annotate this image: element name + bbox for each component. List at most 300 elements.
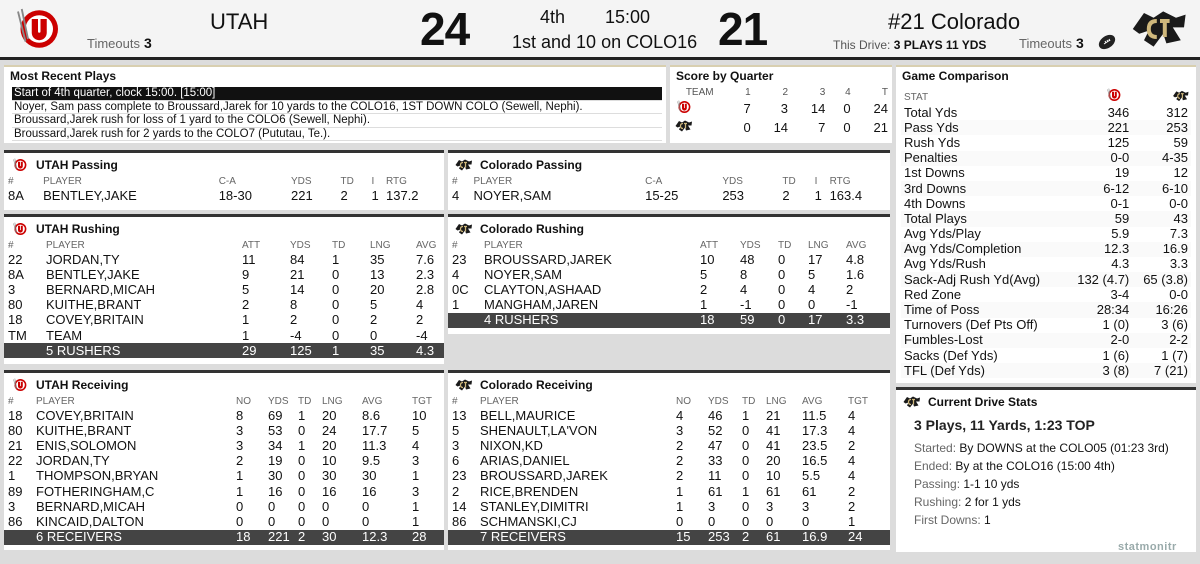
comparison-utah-value: 221 <box>1065 120 1132 135</box>
stat-cell: 2.3 <box>416 266 435 282</box>
drive-first-downs <box>914 511 1186 529</box>
comparison-stat-label: Time of Poss <box>901 302 1065 317</box>
comparison-stat-label: Total Plays <box>901 211 1065 226</box>
stat-cell: 15-25 <box>645 187 679 203</box>
stat-cell: 3 <box>8 498 16 514</box>
quarter-score-cell: 7 <box>818 120 826 135</box>
stat-cell: 19 <box>268 453 283 469</box>
quarter-row <box>670 99 892 118</box>
colo-receiving-title: Colorado Receiving <box>480 378 593 392</box>
stat-header-cell: TD <box>332 239 346 251</box>
stat-header-row <box>4 174 444 188</box>
player-row <box>4 469 444 484</box>
colorado-logo-icon <box>902 394 922 410</box>
stat-cell: 5 <box>412 422 420 438</box>
stat-cell: 14 <box>290 281 305 297</box>
utah-passing-panel <box>4 150 444 210</box>
stat-cell: 17.3 <box>802 422 828 438</box>
stat-header-cell: # <box>452 239 458 251</box>
stat-cell: 2 <box>416 312 424 328</box>
stat-cell: 253 <box>722 187 745 203</box>
comparison-colo-value: 253 <box>1132 120 1191 135</box>
stat-cell: 16 <box>362 483 377 499</box>
total-cell: 29 <box>238 343 286 358</box>
stat-cell: 30 <box>268 468 283 484</box>
stat-cell: BERNARD,MICAH <box>46 281 156 297</box>
stat-cell: 0 <box>298 453 306 469</box>
stat-cell: 11.3 <box>362 437 387 453</box>
stat-header-cell: YDS <box>722 175 743 187</box>
comparison-row <box>901 211 1191 226</box>
stat-cell: 8A <box>8 187 24 203</box>
total-cell: 17 <box>804 313 842 328</box>
started-label: Started: <box>914 441 957 455</box>
stat-cell: 5 <box>370 297 378 313</box>
stat-cell: 22 <box>8 251 23 267</box>
comparison-colo-value: 2-2 <box>1132 333 1191 348</box>
stat-cell: 4 <box>808 281 816 297</box>
quarter-score-cell: 24 <box>873 101 888 116</box>
stat-cell: FOTHERINGHAM,C <box>36 483 155 499</box>
comparison-utah-value: 0-0 <box>1065 151 1132 166</box>
stat-header-row <box>448 394 890 408</box>
stat-cell: 2 <box>846 281 854 297</box>
stat-cell: 1 <box>412 498 420 514</box>
stat-header: STAT <box>904 92 929 103</box>
stat-cell: 1 <box>676 498 684 514</box>
stat-header-cell: YDS <box>290 239 311 251</box>
comparison-row <box>901 242 1191 257</box>
passing-value: 1-1 10 yds <box>963 477 1020 491</box>
stat-cell: 1 <box>8 468 16 484</box>
stat-header-cell: C-A <box>218 175 236 187</box>
quarter-header-cell: 4 <box>845 86 851 98</box>
stat-cell: 89 <box>8 483 23 499</box>
stat-cell: 0 <box>298 498 306 514</box>
stat-header-cell: I <box>371 175 375 187</box>
rushing-value: 2 for 1 yds <box>964 495 1021 509</box>
stat-cell: 8A <box>8 266 24 282</box>
down-and-distance: 1st and 10 on COLO16 <box>512 32 698 52</box>
stat-cell: 30 <box>322 468 337 484</box>
stat-cell: 41 <box>766 437 781 453</box>
stat-cell: 10 <box>322 453 337 469</box>
total-cell: 4.3 <box>412 343 444 358</box>
stat-header-row <box>448 238 890 252</box>
stat-header-cell: TD <box>742 395 756 407</box>
total-cell: 61 <box>762 530 798 545</box>
player-row <box>448 267 890 282</box>
player-row <box>448 469 890 484</box>
quarter-team-cell <box>670 99 729 118</box>
stat-cell: 0 <box>766 513 774 529</box>
stat-cell: 21 <box>766 407 781 423</box>
comparison-row <box>901 196 1191 211</box>
stat-header-cell: YDS <box>740 239 761 251</box>
quarter-header-cell: 1 <box>745 86 751 98</box>
stat-header-cell: RTG <box>385 175 407 187</box>
comparison-stat-label: Turnovers (Def Pts Off) <box>904 317 1038 333</box>
stat-cell: THOMPSON,BRYAN <box>36 468 159 484</box>
stat-cell: 11.5 <box>802 407 827 423</box>
stat-cell: 0 <box>676 513 684 529</box>
quarter-score-cell: 14 <box>773 120 789 135</box>
stat-cell: KUITHE,BRANT <box>46 297 142 313</box>
stat-cell: 30 <box>362 468 377 484</box>
rushing-label: Rushing: <box>914 495 962 509</box>
stat-cell: 4 <box>848 407 856 423</box>
quarter-row <box>670 118 892 137</box>
scoreboard <box>0 0 1200 60</box>
stat-cell: 1 <box>412 513 420 529</box>
colorado-logo-icon <box>674 118 694 134</box>
colo-rushing-title: Colorado Rushing <box>480 222 584 236</box>
stat-cell: 0 <box>298 422 306 438</box>
first-downs-label: First Downs: <box>914 513 981 527</box>
stat-cell: 0 <box>802 513 810 529</box>
comparison-utah-value: 125 <box>1107 134 1130 150</box>
stat-header-cell: YDS <box>708 395 729 407</box>
stat-cell: 10 <box>700 251 715 267</box>
stat-cell: CLAYTON,ASHAAD <box>484 281 602 297</box>
comparison-utah-value: 4.3 <box>1111 256 1130 272</box>
stat-cell: BERNARD,MICAH <box>36 498 146 514</box>
total-row <box>4 343 444 358</box>
timeouts-label: Timeouts <box>87 36 140 51</box>
stat-header-cell: I <box>814 175 818 187</box>
play-item: Broussard,Jarek rush for loss of 1 yard to the COLO6 (Sewell, Nephi). <box>12 114 662 128</box>
stat-cell: 0 <box>778 251 786 267</box>
total-cell: 2 <box>738 530 762 545</box>
game-clock: 15:00 <box>605 7 651 27</box>
total-cell <box>448 313 480 328</box>
utah-logo-icon <box>10 157 30 173</box>
player-row <box>4 313 444 328</box>
player-row <box>4 282 444 297</box>
timeouts-value: 3 <box>1075 35 1084 51</box>
quarter-table <box>670 85 892 137</box>
colo-passing-title: Colorado Passing <box>480 158 583 172</box>
total-cell: 30 <box>318 530 358 545</box>
stat-cell: BENTLEY,JAKE <box>46 266 140 282</box>
quarter-header-cell: T <box>881 86 888 98</box>
stat-cell: 13 <box>452 407 467 423</box>
comparison-stat-label: Avg Yds/Rush <box>904 256 986 272</box>
stat-cell: SHENAULT,LA'VON <box>480 422 598 438</box>
comparison-colo-value: 16:26 <box>1132 302 1191 317</box>
stat-cell: NIXON,KD <box>480 437 543 453</box>
home-timeouts <box>87 35 152 51</box>
stat-cell: 0 <box>362 498 370 514</box>
comparison-row <box>901 120 1191 135</box>
stat-cell: 3 <box>236 422 244 438</box>
stat-cell: 5.5 <box>802 468 821 484</box>
player-row <box>448 282 890 297</box>
total-row <box>448 313 890 328</box>
stat-header-cell: TD <box>782 175 796 187</box>
utah-receiving-table <box>4 394 444 545</box>
stat-cell: 8 <box>740 266 748 282</box>
stat-cell: 4 <box>412 437 420 453</box>
stat-cell: 1 <box>298 407 306 423</box>
total-cell: 15 <box>672 530 704 545</box>
comparison-colo-value: 16.9 <box>1132 242 1191 257</box>
stat-cell: KINCAID,DALTON <box>36 513 144 529</box>
football-possession-icon <box>1096 32 1118 52</box>
stat-cell: 3 <box>8 281 16 297</box>
stat-cell: 20 <box>370 281 385 297</box>
stat-cell: 20 <box>766 453 781 469</box>
total-cell: 7 RECEIVERS <box>476 530 672 545</box>
utah-rushing-table <box>4 238 444 358</box>
stat-header-cell: PLAYER <box>473 175 513 187</box>
stat-header-row <box>4 394 444 408</box>
quarter-score-cell: 0 <box>743 120 751 135</box>
stat-cell: 2 <box>242 297 250 313</box>
stat-cell: 16 <box>268 483 283 499</box>
comparison-utah-value: 132 (4.7) <box>1065 272 1132 287</box>
total-row <box>448 530 890 545</box>
stat-cell: SCHMANSKI,CJ <box>480 513 577 529</box>
stat-cell: 0 <box>808 297 816 313</box>
stat-cell: 1 <box>814 187 822 203</box>
utah-logo-icon <box>1105 87 1123 103</box>
home-score: 24 <box>420 3 470 55</box>
stat-header-cell: TD <box>778 239 792 251</box>
stat-cell: JORDAN,TY <box>46 251 120 267</box>
stat-cell: 1 <box>848 513 856 529</box>
quarter-score-cell: 7 <box>743 101 751 116</box>
comparison-stat-label: 1st Downs <box>904 165 965 181</box>
colo-rushing-table <box>448 238 890 328</box>
quarter-score-cell: 3 <box>780 101 789 116</box>
stat-cell: 9.5 <box>362 453 381 469</box>
quarter-score-cell: 0 <box>843 120 851 135</box>
stat-cell: -4 <box>290 327 302 343</box>
comparison-colo-value: 59 <box>1173 134 1188 150</box>
comparison-row <box>901 363 1191 378</box>
total-cell: 24 <box>844 530 890 545</box>
stat-header-cell: LNG <box>808 239 829 251</box>
utah-passing-table <box>4 174 444 203</box>
stat-cell: 21 <box>8 437 23 453</box>
comparison-row <box>901 348 1191 363</box>
score-by-quarter-title: Score by Quarter <box>676 69 774 83</box>
stat-cell: 1 <box>742 483 750 499</box>
comparison-row <box>901 272 1191 287</box>
comparison-stat-label: Total Yds <box>904 104 958 120</box>
stat-header-cell: PLAYER <box>484 239 523 251</box>
stat-cell: 0 <box>778 281 786 297</box>
stat-cell: 2 <box>848 483 856 499</box>
colo-passing-panel <box>448 150 890 210</box>
comparison-colo-value: 7.3 <box>1169 226 1188 242</box>
drive-passing <box>914 475 1186 493</box>
comparison-colo-value: 43 <box>1132 211 1191 226</box>
first-downs-value: 1 <box>984 513 991 527</box>
this-drive-value: 3 PLAYS 11 YDS <box>893 38 987 52</box>
stat-cell: 86 <box>452 513 467 529</box>
utah-logo-icon <box>674 99 694 115</box>
total-cell: 2 <box>294 530 318 545</box>
stat-cell: 137.2 <box>385 187 419 203</box>
ended-value: By at the COLO16 (15:00 4th) <box>955 459 1115 473</box>
stat-cell: -4 <box>416 327 428 343</box>
stat-cell: 5 <box>242 281 250 297</box>
stat-cell: 33 <box>708 453 723 469</box>
current-drive-title: Current Drive Stats <box>928 395 1038 409</box>
stat-cell: 5 <box>808 266 816 282</box>
total-cell: 221 <box>264 530 294 545</box>
comparison-utah-value: 3-4 <box>1110 286 1130 302</box>
stat-cell: 11 <box>708 468 722 484</box>
comparison-row <box>901 166 1191 181</box>
stat-cell: 8.6 <box>362 407 381 423</box>
stat-header-cell: YDS <box>268 395 289 407</box>
stat-cell: 0C <box>452 281 469 297</box>
drive-started <box>914 439 1186 457</box>
stat-header-cell: TD <box>298 395 312 407</box>
stat-header-cell: LNG <box>322 395 343 407</box>
stat-cell: 4 <box>452 187 460 203</box>
comparison-row <box>901 302 1191 317</box>
stat-cell: 69 <box>268 407 283 423</box>
comparison-row <box>901 151 1191 166</box>
home-team-name: UTAH <box>210 9 269 34</box>
total-cell: 6 RECEIVERS <box>32 530 232 545</box>
comparison-row <box>901 227 1191 242</box>
comparison-table <box>901 105 1191 378</box>
stat-cell: 0 <box>268 513 276 529</box>
stat-cell: 1.6 <box>846 266 865 282</box>
comparison-utah-value: 3 (8) <box>1065 363 1132 378</box>
stat-cell: BROUSSARD,JAREK <box>480 468 608 484</box>
comparison-utah-value: 1 (0) <box>1102 317 1130 333</box>
stat-cell: 0 <box>298 513 306 529</box>
stat-header-cell: # <box>8 175 14 187</box>
timeouts-value: 3 <box>143 35 152 51</box>
stat-header-cell: # <box>8 239 14 251</box>
stat-cell: 13 <box>370 266 385 282</box>
stat-cell: 1 <box>742 407 750 423</box>
stat-cell: 4 <box>848 422 856 438</box>
comparison-stat-label: Avg Yds/Completion <box>901 242 1065 257</box>
play-item: Broussard,Jarek rush for 2 yards to the COLO7 (Pututau, Te.). <box>12 128 662 142</box>
statmonitr-watermark: statmonitr <box>1118 541 1177 553</box>
drive-headline: 3 Plays, 11 Yards, 1:23 TOP <box>914 417 1095 433</box>
stat-cell: 17.7 <box>362 422 388 438</box>
stat-cell: 3 <box>802 498 810 514</box>
stat-header-cell: TGT <box>412 395 432 407</box>
total-cell: 16.9 <box>798 530 844 545</box>
stat-cell: 20 <box>322 437 337 453</box>
stat-cell: 8 <box>290 297 298 313</box>
stat-cell: 0 <box>778 266 786 282</box>
comparison-colo-value: 65 (3.8) <box>1132 272 1191 287</box>
stat-cell: 52 <box>708 422 723 438</box>
utah-logo-icon <box>6 4 70 54</box>
stat-header-cell: LNG <box>370 239 391 251</box>
player-row <box>4 188 444 203</box>
stat-header-cell: # <box>8 395 14 407</box>
recent-plays-title: Most Recent Plays <box>10 69 117 83</box>
comparison-row <box>901 257 1191 272</box>
stat-cell: 8 <box>236 407 244 423</box>
player-row <box>448 188 890 203</box>
colorado-logo-icon <box>1128 4 1192 54</box>
stat-cell: 2.8 <box>416 281 435 297</box>
total-cell: 0 <box>774 313 804 328</box>
stat-cell: 18-30 <box>218 187 252 203</box>
comparison-utah-value: 6-12 <box>1065 181 1132 196</box>
stat-header-cell: ATT <box>242 239 261 251</box>
stat-cell: 23 <box>452 468 467 484</box>
stat-cell: 4 <box>416 297 424 313</box>
total-cell: 3.3 <box>842 313 890 328</box>
player-row <box>448 252 890 267</box>
stat-cell: 0 <box>298 483 306 499</box>
colo-passing-table <box>448 174 890 203</box>
utah-receiving-panel <box>4 370 444 550</box>
total-cell <box>4 530 32 545</box>
comparison-colo-value: 3.3 <box>1169 256 1188 272</box>
stat-header-cell: AVG <box>362 395 383 407</box>
colo-receiving-table <box>448 394 890 545</box>
quarter-header-cell: 2 <box>782 86 789 98</box>
stat-cell: 4 <box>848 453 856 469</box>
stat-cell: BROUSSARD,JAREK <box>484 251 612 267</box>
away-score: 21 <box>718 3 768 55</box>
utah-passing-title: UTAH Passing <box>36 158 118 172</box>
stat-header-cell: AVG <box>416 239 437 251</box>
comparison-stat-label: Pass Yds <box>901 120 1065 135</box>
stat-cell: ARIAS,DANIEL <box>480 453 570 469</box>
stat-cell: 3 <box>452 437 460 453</box>
stat-cell: -1 <box>846 297 858 313</box>
stat-cell: 1 <box>236 483 244 499</box>
stat-cell: 0 <box>268 498 276 514</box>
stat-header-cell: NO <box>676 395 691 407</box>
stat-header-row <box>448 174 890 188</box>
stat-cell: 2 <box>676 468 684 484</box>
stat-cell: 0 <box>332 281 340 297</box>
player-row <box>4 438 444 453</box>
stat-header-cell: # <box>452 175 458 187</box>
quarter-header-row <box>670 85 892 99</box>
utah-logo-icon <box>10 221 30 237</box>
current-drive-panel <box>896 387 1196 552</box>
quarter-header-cell: 3 <box>819 86 826 98</box>
stat-header-cell: PLAYER <box>36 395 75 407</box>
player-row <box>4 408 444 423</box>
stat-cell: 1 <box>676 483 684 499</box>
comparison-utah-value: 0-1 <box>1110 195 1130 211</box>
comparison-stat-label: Sacks (Def Yds) <box>904 347 998 363</box>
stat-cell: NOYER,SAM <box>484 266 563 282</box>
total-cell: 18 <box>232 530 264 545</box>
stat-cell: 23.5 <box>802 437 828 453</box>
stat-cell: 0 <box>742 513 750 529</box>
stat-cell: 14 <box>452 498 467 514</box>
comparison-row <box>901 287 1191 302</box>
stat-cell: 0 <box>708 513 716 529</box>
player-row <box>4 514 444 529</box>
total-cell: 28 <box>408 530 444 545</box>
total-cell: 125 <box>286 343 328 358</box>
total-cell <box>448 530 476 545</box>
comparison-utah-value: 2-0 <box>1065 333 1132 348</box>
stat-cell: 0 <box>742 453 750 469</box>
